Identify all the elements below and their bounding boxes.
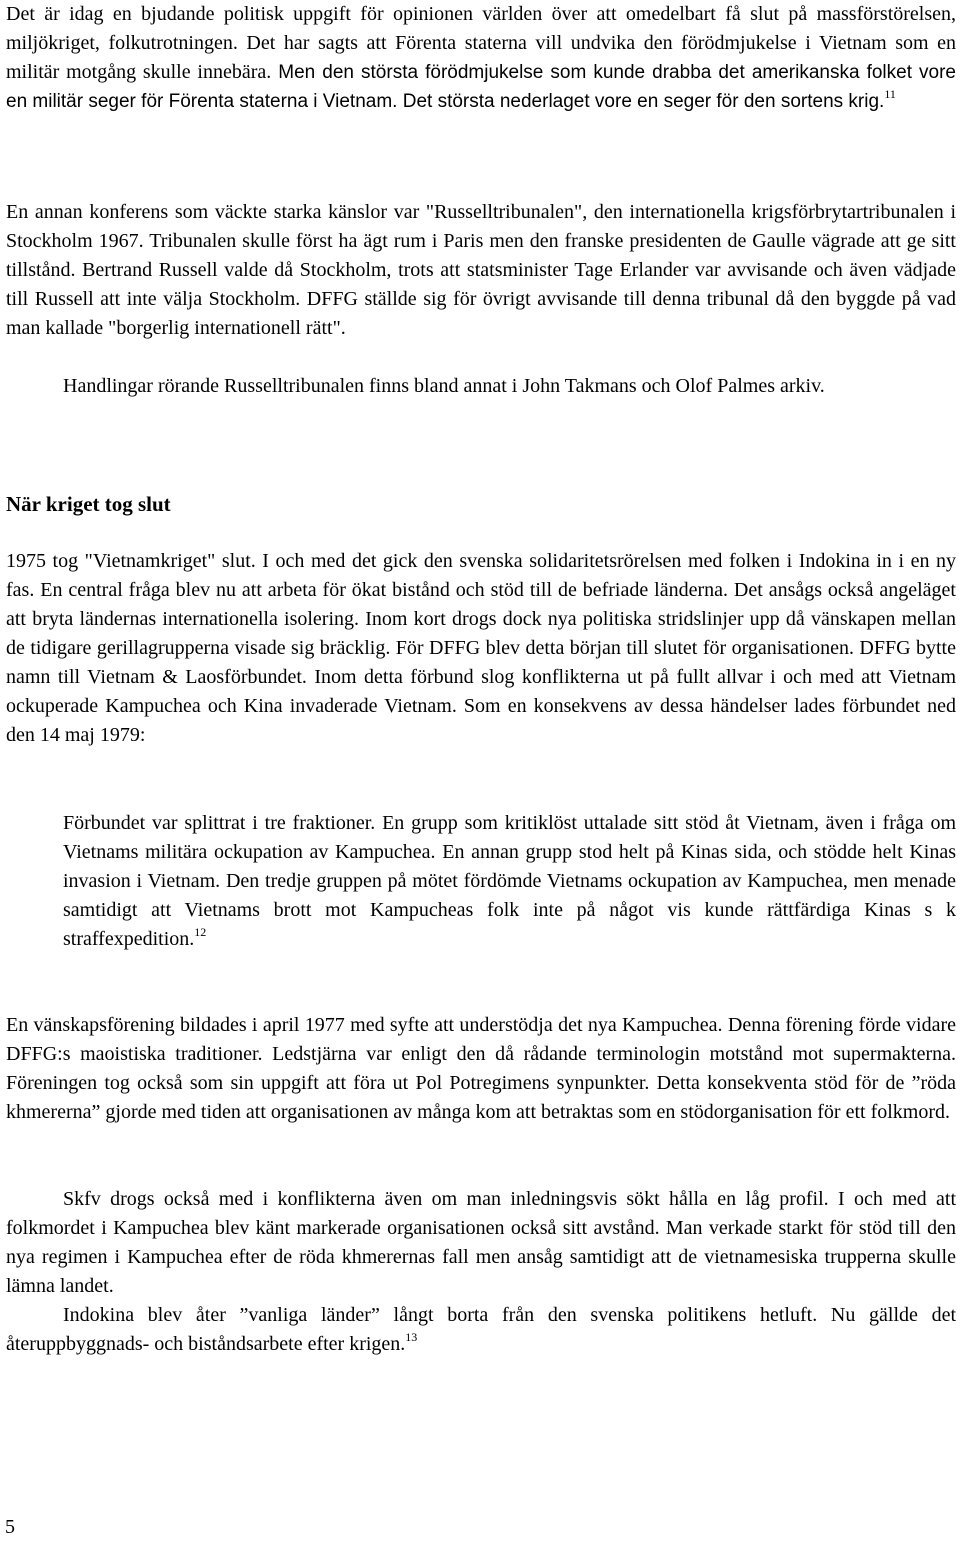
paragraph-vanskapsforening: En vänskapsförening bildades i april 1977 med syfte att understödja det nya Kampuchea. Denna förening förde vidare DFFG:s maoistiska traditioner. Ledstjärna var enligt den då rådande terminologin motstånd mot supermakterna. Föreningen tog också som sin uppgift att föra ut Pol Potregimens synpunkter. Detta konsekventa stöd för de ”röda khmererna” gjorde med tiden att organisationen av många kom att betraktas som en stödorganisation för ett folkmord. [6, 1014, 956, 1123]
footnote-marker-12: 12 [194, 925, 207, 939]
paragraph-opening-sans-part: Men den största förödmjukelse som kunde drabba det amerikanska folket vore en militär seger för Förenta staterna i Vietnam. Det största nederlaget vore en seger för den sortens krig. [6, 62, 956, 112]
paragraph-skfv: Skfv drogs också med i konflikterna även om man inledningsvis sökt hålla en låg profil. I och med att folkmordet i Kampuchea blev känt markerade organisationen också sitt avstånd. Man verkade starkt för stöd till den nya regimen i Kampuchea efter de röda khmerernas fall men ansåg samtidigt att de vietnamesiska trupperna skulle lämna landet. [6, 1188, 956, 1297]
footnote-marker-11: 11 [884, 87, 896, 101]
section-heading: När kriget tog slut [6, 492, 171, 516]
paragraph-handlingar: Handlingar rörande Russelltribunalen finns bland annat i John Takmans och Olof Palmes arkiv. [63, 375, 825, 397]
paragraph-krigets-slut: 1975 tog "Vietnamkriget" slut. I och med det gick den svenska solidaritetsrörelsen med folken i Indokina in i en ny fas. En central fråga blev nu att arbeta för ökat bistånd och stöd till de befriade länderna. Det ansågs också angeläget att bryta ländernas internationella isolering. Inom kort drogs dock nya politiska stridslinjer upp då vänskapen mellan de tidigare gerillagrupperna visade sig bräcklig. För DFFG blev detta början till slutet för organisationen. DFFG bytte namn till Vietnam & Laosförbundet. Inom detta förbund slog konflikterna ut på fullt allvar i och med att Vietnam ockuperade Kampuchea och Kina invaderade Vietnam. Som en konsekvens av dessa händelser lades förbundet ned den 14 maj 1979: [6, 550, 956, 746]
block-quote [63, 809, 956, 954]
paragraph-opening-serif-part: Det är idag en bjudande politisk uppgift för opinionen världen över att omedelbart få slut på massförstörelsen, miljökriget, folkutrotningen. Det har sagts att Förenta staterna vill undvika den förödmjukelse i Vietnam som en militär motgång skulle innebära. [6, 3, 956, 83]
block-quote-text: Förbundet var splittrat i tre fraktioner. En grupp som kritiklöst uttalade sitt stöd åt Vietnam, även i fråga om Vietnams militära ockupation av Kampuchea. En annan grupp stod helt på Kinas sida, och stödde helt Kinas invasion i Vietnam. Den tredje gruppen på mötet fördömde Vietnams ockupation av Kampuchea, men menade samtidigt att Vietnams brott mot Kampucheas folk inte på något vis kunde rättfärdiga Kinas s k straffexpedition. [63, 812, 956, 950]
page-number: 5 [5, 1516, 15, 1538]
paragraph-indokina-text: Indokina blev åter ”vanliga länder” långt borta från den svenska politikens hetluft. Nu gällde det återuppbyggnads- och biståndsarbete efter krigen. [6, 1304, 956, 1355]
paragraph-indokina [6, 1301, 956, 1359]
footnote-marker-13: 13 [405, 1330, 418, 1344]
paragraph-russelltribunalen: En annan konferens som väckte starka känslor var "Russelltribunalen", den internationella krigsförbrytartribunalen i Stockholm 1967. Tribunalen skulle först ha ägt rum i Paris men den franske presidenten de Gaulle vägrade att ge sitt tillstånd. Bertrand Russell valde då Stockholm, trots att statsminister Tage Erlander var avvisande och även vädjade till Russell att inte välja Stockholm. DFFG ställde sig för övrigt avvisande till denna tribunal då den byggde på vad man kallade "borgerlig internationell rätt". [6, 201, 956, 339]
paragraph-opening [6, 0, 956, 116]
